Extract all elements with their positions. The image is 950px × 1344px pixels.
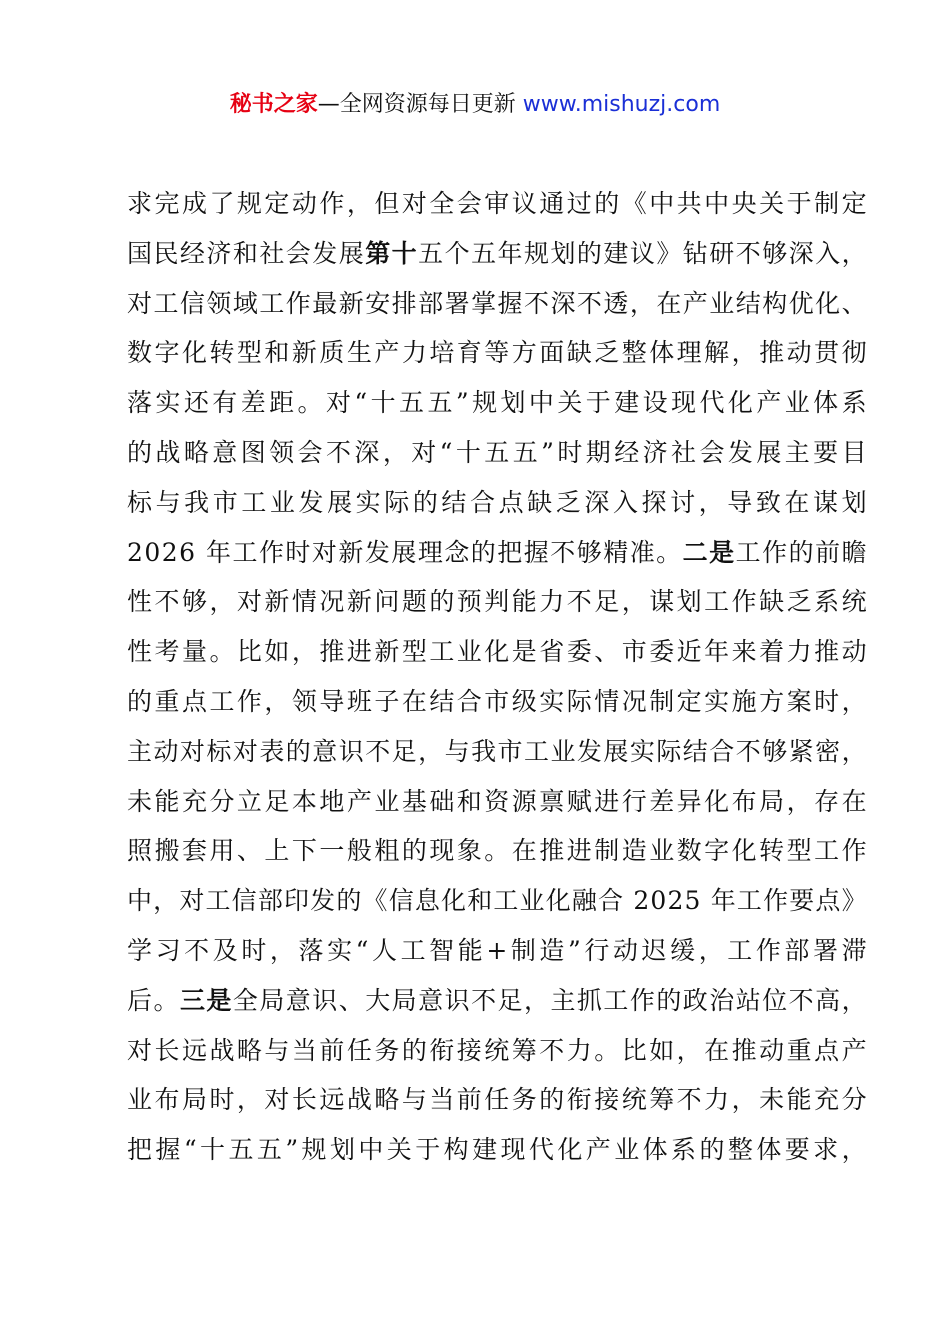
text-segment: 数字化转型和新质生产力培育等方面缺乏整体理解，推动贯彻 bbox=[127, 338, 870, 368]
text-line bbox=[127, 483, 871, 533]
text-segment: 对长远战略与当前任务的衔接统筹不力。比如，在推动重点产 bbox=[127, 1035, 870, 1065]
text-line bbox=[127, 732, 867, 782]
text-line bbox=[127, 184, 870, 234]
text-segment: 性不够，对新情况新问题的预判能力不足，谋划工作缺乏系统 bbox=[127, 587, 870, 617]
header-slogan: —全网资源每日更新 bbox=[317, 92, 523, 117]
text-line bbox=[127, 931, 871, 981]
text-line bbox=[127, 881, 867, 931]
bold-text-segment: 二是 bbox=[682, 537, 736, 567]
text-line bbox=[127, 284, 867, 334]
text-line bbox=[127, 682, 870, 732]
bold-text-segment: 第十 bbox=[365, 238, 419, 268]
text-segment: 标与我市工业发展实际的结合点缺乏深入探讨，导致在谋划 bbox=[127, 487, 871, 517]
text-line bbox=[127, 582, 870, 632]
brand-name: 秘书之家 bbox=[229, 92, 318, 117]
text-line bbox=[127, 1130, 871, 1180]
text-segment: 五个五年规划的建议》钻研不够深入， bbox=[418, 238, 869, 268]
text-segment: 2026 年工作时对新发展理念的把握不够精准。 bbox=[127, 537, 683, 567]
text-segment: 性考量。比如，推进新型工业化是省委、市委近年来着力推动 bbox=[127, 637, 870, 667]
text-line bbox=[127, 1031, 870, 1081]
header-url-link[interactable]: www.mishuzj.com bbox=[522, 92, 721, 117]
text-segment: 求完成了规定动作，但对全会审议通过的《中共中央关于制定 bbox=[127, 189, 870, 218]
text-line bbox=[127, 981, 867, 1031]
text-segment: 工作的前瞻 bbox=[735, 537, 869, 567]
text-segment: 后。 bbox=[127, 985, 180, 1015]
text-line bbox=[127, 831, 870, 881]
text-line bbox=[127, 383, 871, 433]
text-segment: 全局意识、大局意识不足，主抓工作的政治站位不高， bbox=[232, 985, 869, 1015]
text-segment: 把握“十五五”规划中关于构建现代化产业体系的整体要求， bbox=[127, 1135, 871, 1165]
text-segment: 业布局时，对长远战略与当前任务的衔接统筹不力，未能充分 bbox=[127, 1085, 870, 1115]
text-line bbox=[127, 782, 870, 832]
text-segment: 的战略意图领会不深，对“十五五”时期经济社会发展主要目 bbox=[127, 437, 871, 467]
text-segment: 落实还有差距。对“十五五”规划中关于建设现代化产业体系 bbox=[127, 388, 871, 418]
text-segment: 照搬套用、上下一般粗的现象。在推进制造业数字化转型工作 bbox=[127, 836, 870, 866]
document-body bbox=[127, 184, 871, 1180]
text-line bbox=[127, 433, 871, 483]
text-segment: 主动对标对表的意识不足，与我市工业发展实际结合不够紧密， bbox=[127, 736, 869, 766]
page-header bbox=[0, 88, 950, 122]
text-segment: 未能充分立足本地产业基础和资源禀赋进行差异化布局，存在 bbox=[127, 786, 870, 816]
text-segment: 学习不及时，落实“人工智能+制造”行动迟缓，工作部署滞 bbox=[127, 935, 871, 965]
text-segment: 的重点工作，领导班子在结合市级实际情况制定实施方案时， bbox=[127, 686, 870, 716]
text-segment: 中，对工信部印发的《信息化和工业化融合 2025 年工作要点》 bbox=[127, 886, 868, 916]
text-line bbox=[127, 234, 867, 284]
text-segment: 国民经济和社会发展 bbox=[127, 238, 366, 268]
text-line bbox=[127, 1080, 870, 1130]
text-line bbox=[127, 533, 867, 583]
bold-text-segment: 三是 bbox=[179, 985, 233, 1015]
text-segment: 对工信领域工作最新安排部署掌握不深不透，在产业结构优化、 bbox=[127, 288, 869, 318]
text-line bbox=[127, 632, 870, 682]
text-line bbox=[127, 333, 870, 383]
